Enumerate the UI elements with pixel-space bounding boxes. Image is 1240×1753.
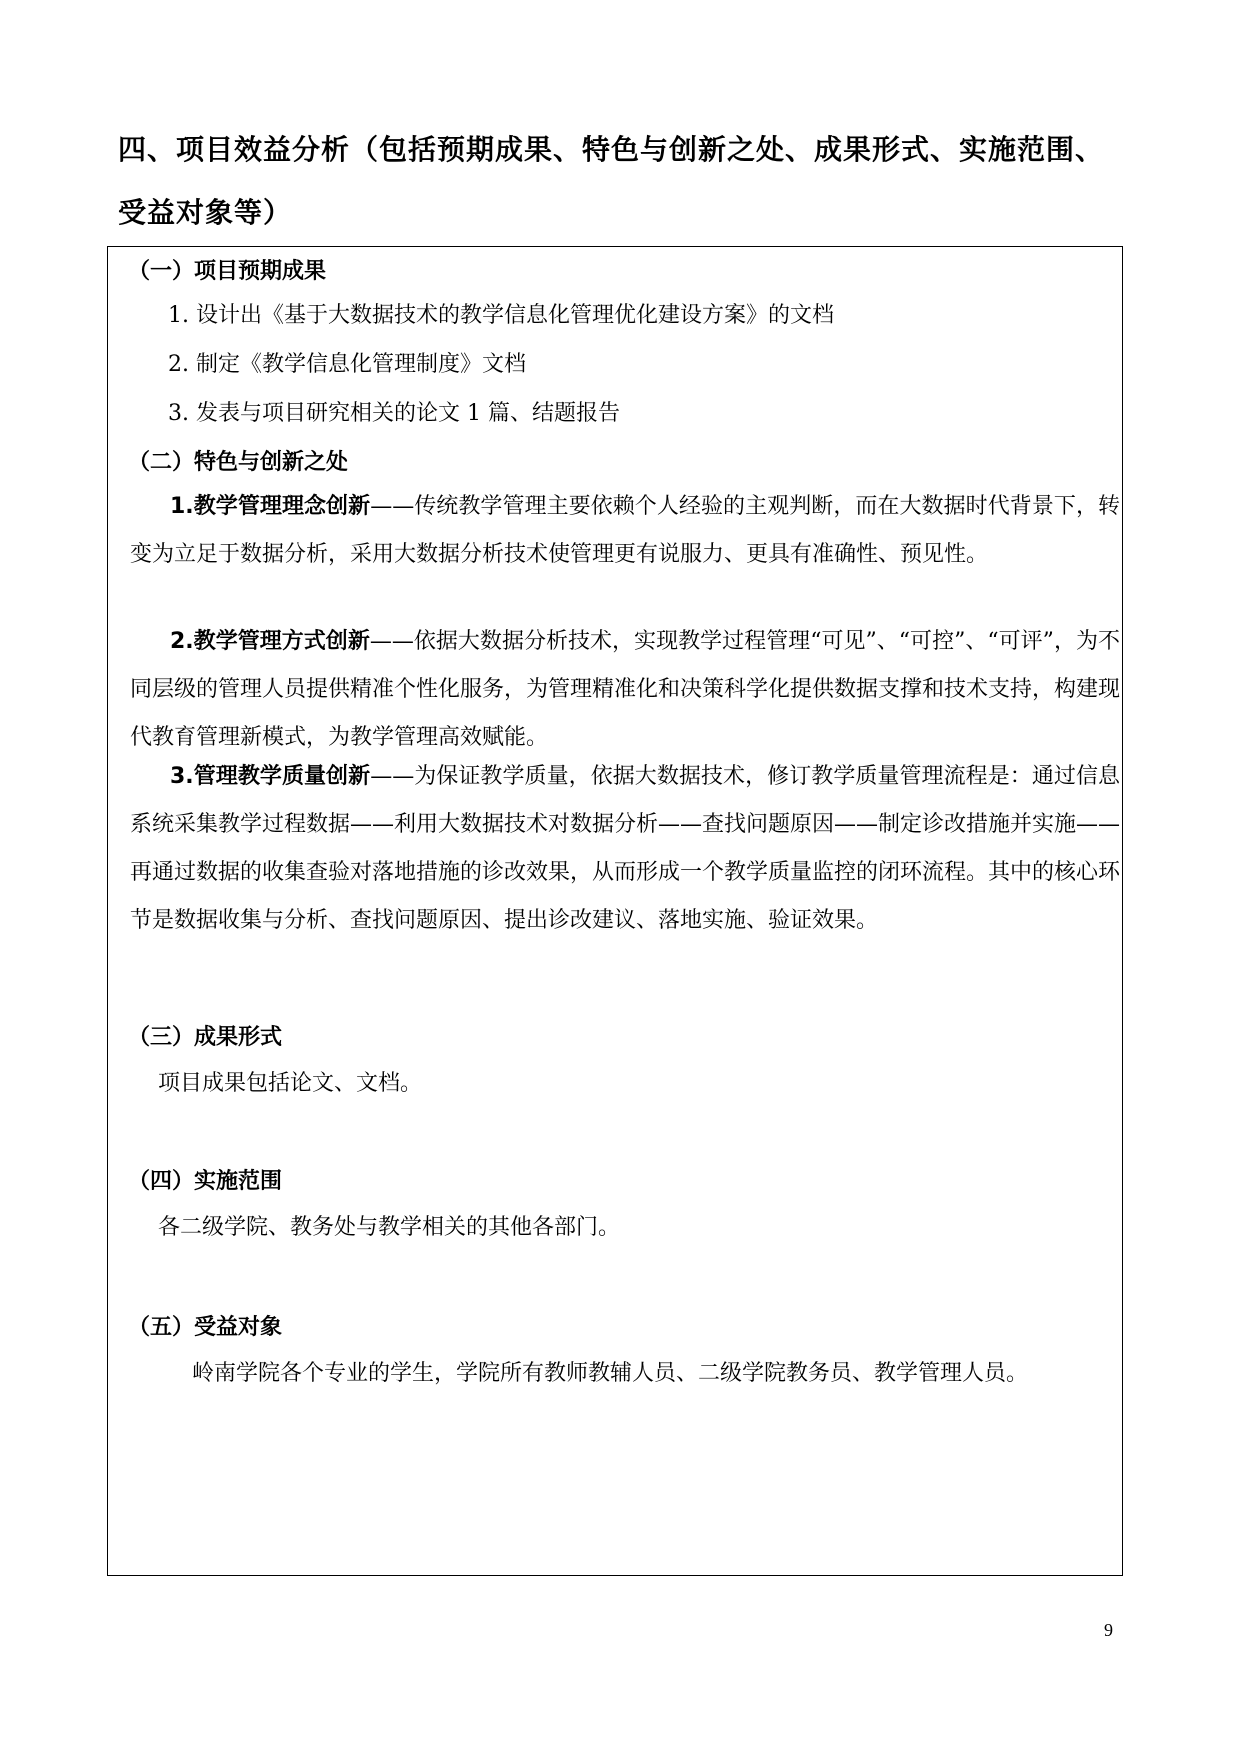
expected-results-heading: （一）项目预期成果 <box>128 259 327 284</box>
page-number: 9 <box>1104 1620 1113 1640</box>
innovation-paragraph-1 <box>130 483 1120 579</box>
scope-heading: （四）实施范围 <box>128 1169 283 1194</box>
innovations-heading: （二）特色与创新之处 <box>128 450 349 475</box>
expected-result-item-1: 1. 设计出《基于大数据技术的教学信息化管理优化建设方案》的文档 <box>168 303 834 328</box>
innovation-3-text: ——为保证教学质量，依据大数据技术，修订教学质量管理流程是：通过信息系统采集教学过程数据——利用大数据技术对数据分析——查找问题原因——制定诊改措施并实施——再通过数据的收集查验对落地措施的诊改效果，从而形成一个教学质量监控的闭环流程。其中的核心环节是数据收集与分析、查找问题原因、提出诊改建议、落地实施、验证效果。 <box>130 764 1121 933</box>
section-title <box>118 118 1138 244</box>
innovation-paragraph-3 <box>130 753 1120 945</box>
innovation-3-lead: 3.管理教学质量创新 <box>170 764 371 789</box>
scope-text: 各二级学院、教务处与教学相关的其他各部门。 <box>158 1215 621 1240</box>
content-table-cell <box>107 246 1123 1576</box>
innovation-2-lead: 2.教学管理方式创新 <box>170 629 370 654</box>
result-form-text: 项目成果包括论文、文档。 <box>158 1071 423 1096</box>
result-form-heading: （三）成果形式 <box>128 1025 283 1050</box>
innovation-paragraph-2 <box>130 618 1120 762</box>
section-title-line-2: 受益对象等） <box>118 196 293 229</box>
beneficiaries-text: 岭南学院各个专业的学生，学院所有教师教辅人员、二级学院教务员、教学管理人员。 <box>192 1361 1029 1386</box>
innovation-2-text: ——依据大数据分析技术，实现教学过程管理“可见”、“可控”、“可评”，为不同层级的管理人员提供精准个性化服务，为管理精准化和决策科学化提供数据支撑和技术支持，构建现代教育管理新模式，为教学管理高效赋能。 <box>130 629 1121 750</box>
section-title-line-1: 四、项目效益分析（包括预期成果、特色与创新之处、成果形式、实施范围、 <box>118 133 1105 166</box>
expected-result-item-3: 3. 发表与项目研究相关的论文 1 篇、结题报告 <box>168 401 620 426</box>
innovation-1-lead: 1.教学管理理念创新 <box>170 494 371 519</box>
innovation-1-text: ——传统教学管理主要依赖个人经验的主观判断，而在大数据时代背景下，转变为立足于数据分析，采用大数据分析技术使管理更有说服力、更具有准确性、预见性。 <box>130 494 1120 567</box>
beneficiaries-heading: （五）受益对象 <box>128 1315 283 1340</box>
expected-result-item-2: 2. 制定《教学信息化管理制度》文档 <box>168 352 526 377</box>
